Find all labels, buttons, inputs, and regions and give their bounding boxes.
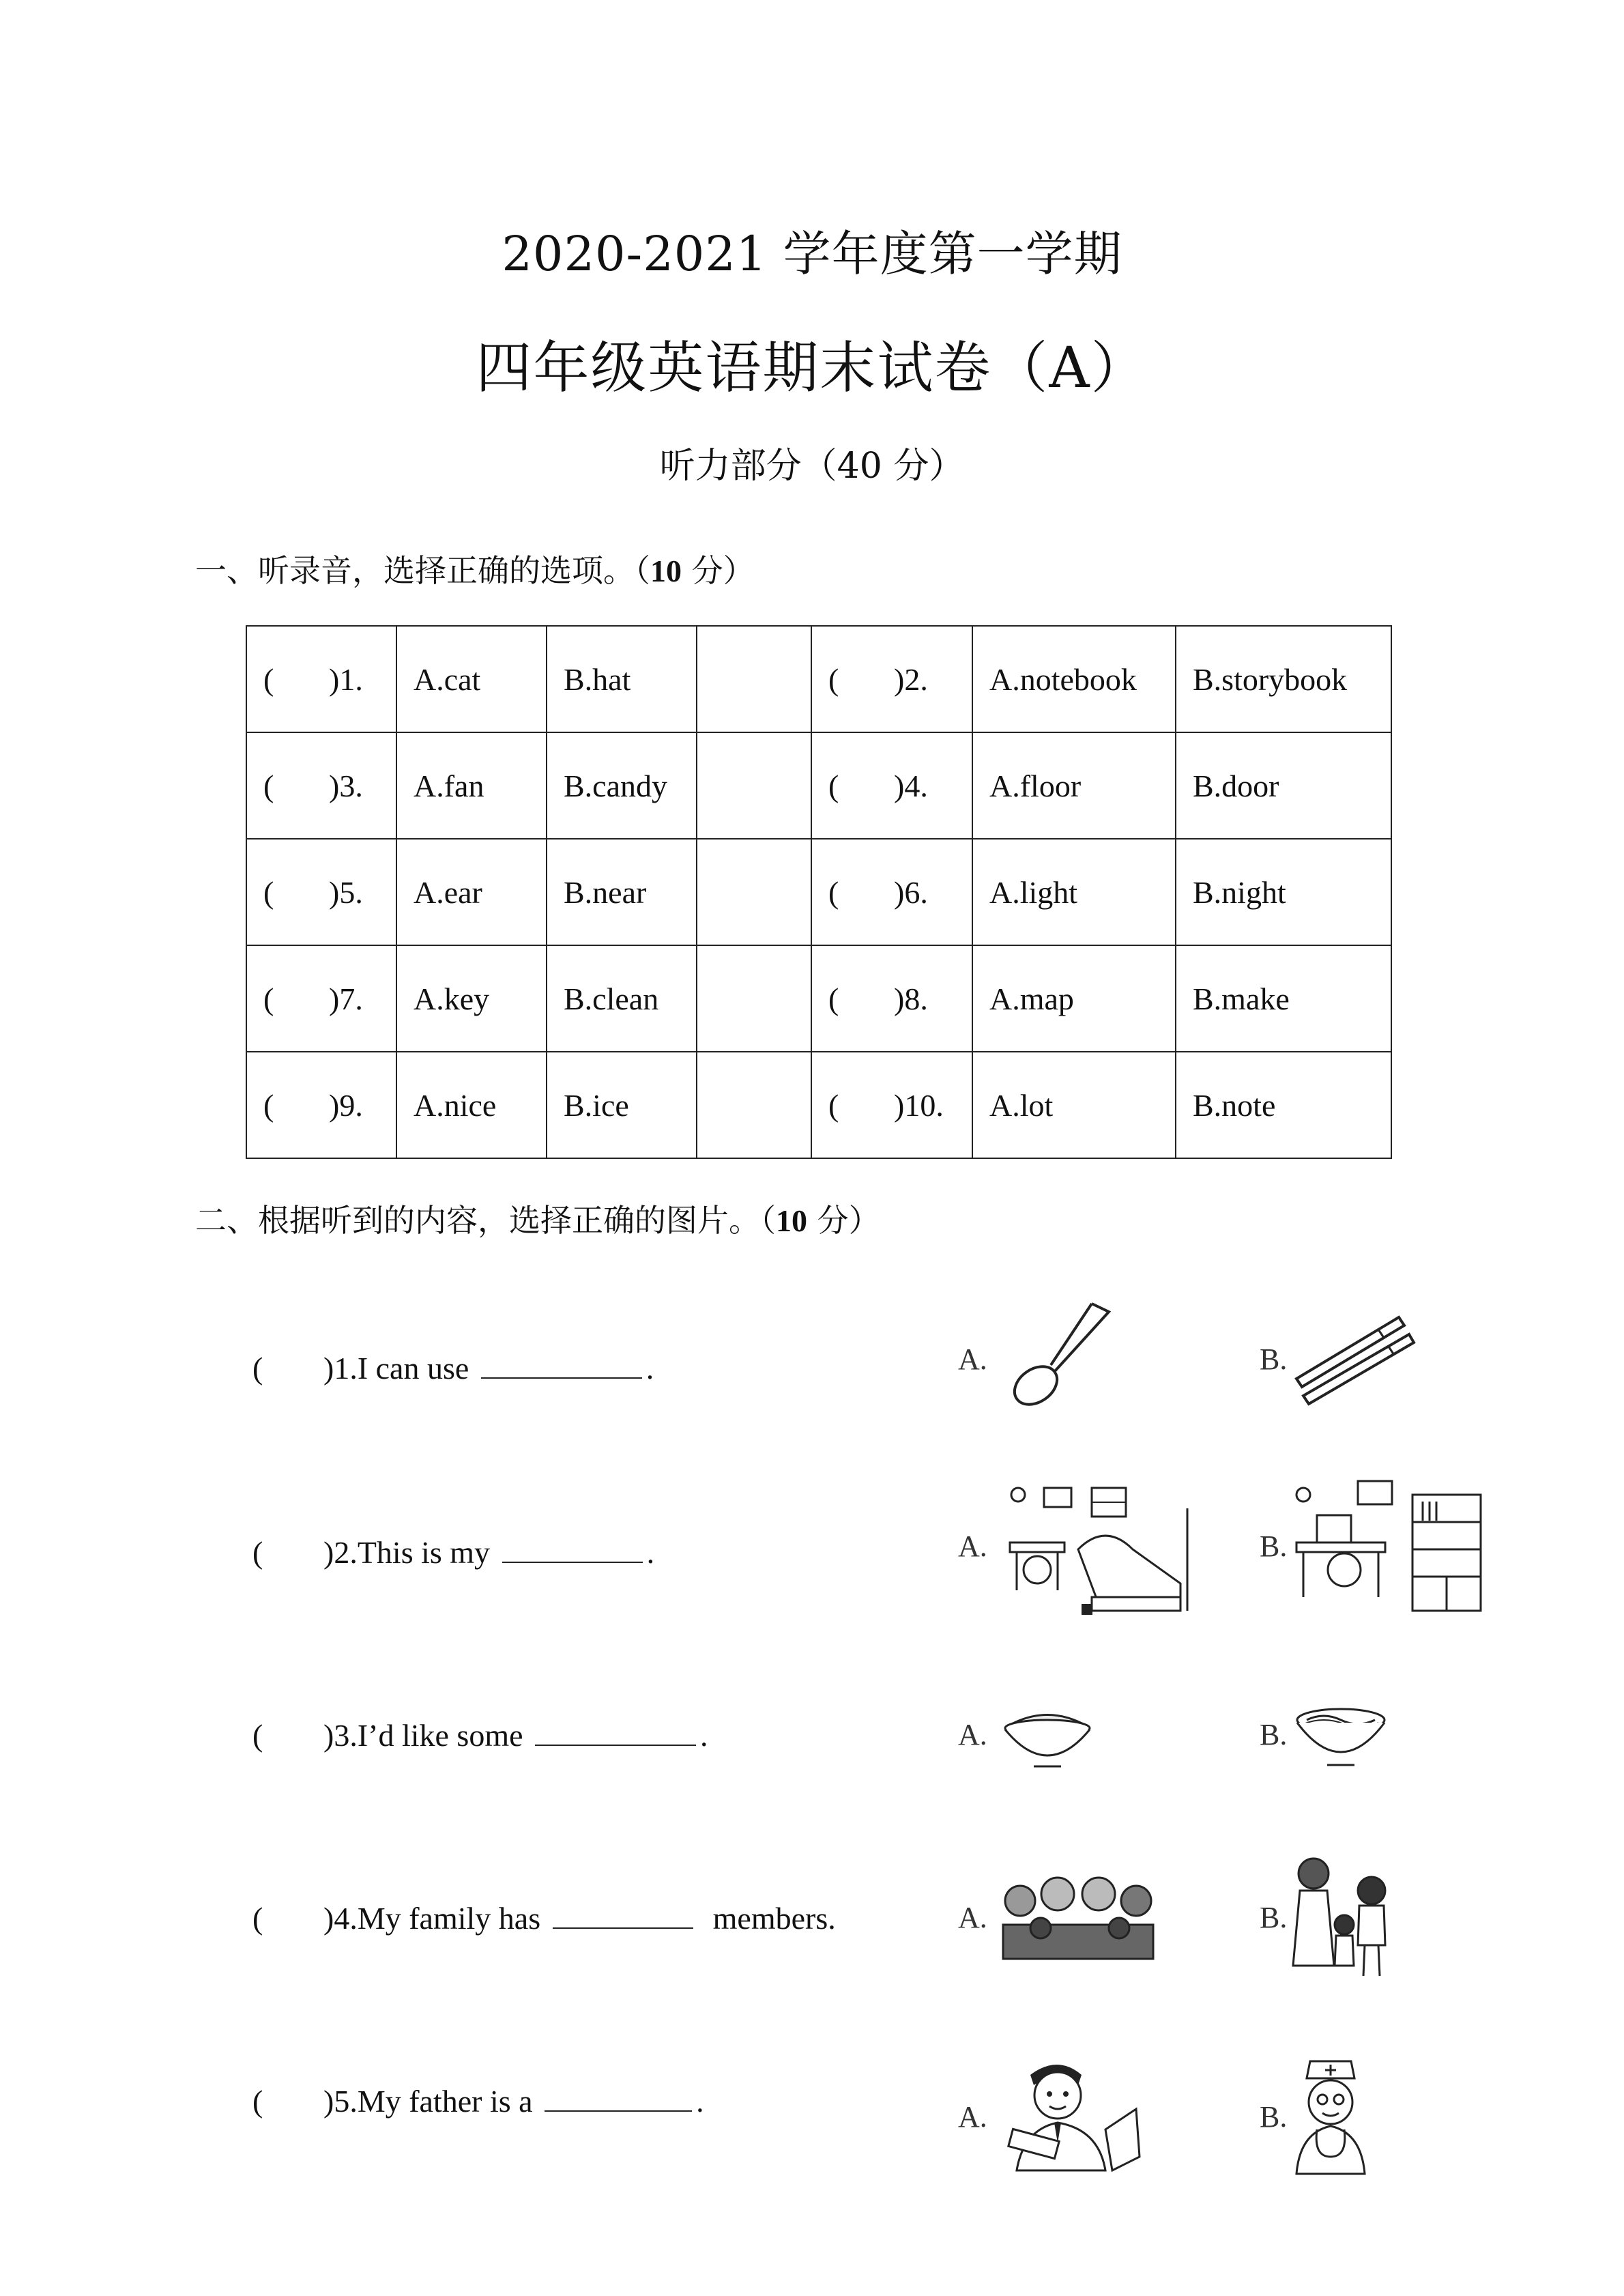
- answer-blank[interactable]: [545, 2083, 692, 2112]
- item-number-cell[interactable]: [246, 732, 396, 839]
- option-a-label: A.: [958, 2100, 987, 2134]
- rice-bowl-icon[interactable]: [996, 1699, 1099, 1775]
- table-row: [246, 1052, 1391, 1158]
- chopsticks-icon[interactable]: [1283, 1304, 1419, 1406]
- table-row: [246, 945, 1391, 1052]
- option-b-label: B.: [1260, 1901, 1288, 1934]
- option-b-cell: B.clean: [547, 945, 697, 1052]
- option-b-cell: B.storybook: [1176, 626, 1391, 732]
- item-number: )2.: [894, 661, 928, 697]
- option-a-cell: A.map: [972, 945, 1176, 1052]
- item-number-cell[interactable]: [811, 1052, 972, 1158]
- item-number-cell[interactable]: [811, 626, 972, 732]
- option-a-cell: A.notebook: [972, 626, 1176, 732]
- item-number-cell[interactable]: [811, 732, 972, 839]
- answer-paren[interactable]: (: [263, 874, 274, 910]
- small-family-icon[interactable]: [1283, 1850, 1406, 1986]
- item-number: )5.: [329, 874, 363, 910]
- answer-paren[interactable]: (: [828, 874, 839, 910]
- noodles-bowl-icon[interactable]: [1290, 1699, 1392, 1775]
- item-number-cell[interactable]: [811, 945, 972, 1052]
- option-a-cell: A.key: [396, 945, 547, 1052]
- answer-paren[interactable]: (: [263, 981, 274, 1016]
- option-b-cell: B.make: [1176, 945, 1391, 1052]
- option-a-cell: A.nice: [396, 1052, 547, 1158]
- item-number: )9.: [329, 1087, 363, 1123]
- exam-title: 四年级英语期末试卷（A）: [476, 336, 1148, 401]
- item-number: )8.: [894, 981, 928, 1016]
- section2-points: 10: [776, 1203, 807, 1238]
- item-number-cell[interactable]: [811, 839, 972, 945]
- option-b-label: B.: [1260, 1343, 1288, 1376]
- item-number-cell[interactable]: [246, 839, 396, 945]
- spacer-cell: [697, 839, 811, 945]
- option-b-cell: B.hat: [547, 626, 697, 732]
- answer-blank[interactable]: [502, 1534, 643, 1563]
- table-row: [246, 626, 1391, 732]
- option-a-label: A.: [958, 1343, 987, 1376]
- option-a-label: A.: [958, 1901, 987, 1934]
- option-b-cell: B.ice: [547, 1052, 697, 1158]
- option-b-cell: B.note: [1176, 1052, 1391, 1158]
- option-b-cell: B.candy: [547, 732, 697, 839]
- answer-paren[interactable]: (: [828, 1087, 839, 1123]
- table-row: [246, 732, 1391, 839]
- businessman-icon[interactable]: [989, 2054, 1146, 2177]
- answer-paren[interactable]: (: [828, 768, 839, 803]
- part-title: 听力部分（40 分）: [659, 446, 965, 487]
- option-a-cell: A.lot: [972, 1052, 1176, 1158]
- option-b-label: B.: [1260, 2100, 1288, 2134]
- question-3: ( )3.I’d like some .: [252, 1718, 708, 1753]
- answer-paren[interactable]: (: [828, 661, 839, 697]
- section1-title: 一、听录音，选择正确的选项。（10 分）: [195, 552, 755, 589]
- item-number-cell[interactable]: [246, 945, 396, 1052]
- section2-title: 二、根据听到的内容，选择正确的图片。（10 分）: [195, 1202, 880, 1239]
- bedroom-icon[interactable]: [1003, 1467, 1194, 1624]
- option-a-cell: A.floor: [972, 732, 1176, 839]
- answer-paren[interactable]: (: [263, 661, 274, 697]
- option-a-cell: A.ear: [396, 839, 547, 945]
- question-2: ( )2.This is my .: [252, 1535, 655, 1570]
- spacer-cell: [697, 732, 811, 839]
- item-number: )3.: [329, 768, 363, 803]
- item-number-cell[interactable]: [246, 626, 396, 732]
- answer-paren[interactable]: (: [828, 981, 839, 1016]
- option-b-label: B.: [1260, 1530, 1288, 1563]
- question-5: ( )5.My father is a .: [252, 2084, 704, 2119]
- spoon-icon[interactable]: [989, 1297, 1126, 1420]
- listening-choice-table: [246, 625, 1392, 1159]
- answer-blank[interactable]: [553, 1900, 693, 1929]
- option-b-label: B.: [1260, 1718, 1288, 1751]
- item-number-cell[interactable]: [246, 1052, 396, 1158]
- item-number: )4.: [894, 768, 928, 803]
- option-a-label: A.: [958, 1530, 987, 1563]
- item-number: )6.: [894, 874, 928, 910]
- section1-points: 10: [650, 554, 682, 588]
- option-b-cell: B.door: [1176, 732, 1391, 839]
- item-number: )10.: [894, 1087, 944, 1123]
- spacer-cell: [697, 945, 811, 1052]
- answer-blank[interactable]: [481, 1350, 642, 1379]
- answer-blank[interactable]: [535, 1717, 696, 1746]
- item-number: )7.: [329, 981, 363, 1016]
- question-1: ( )1.I can use .: [252, 1351, 654, 1386]
- option-a-label: A.: [958, 1718, 987, 1751]
- doctor-icon[interactable]: [1283, 2054, 1378, 2177]
- question-4: ( )4.My family has members.: [252, 1901, 836, 1936]
- option-a-cell: A.cat: [396, 626, 547, 732]
- year-heading: 2020-2021 学年度第一学期: [502, 226, 1122, 282]
- option-b-cell: B.night: [1176, 839, 1391, 945]
- study-room-icon[interactable]: [1290, 1467, 1488, 1624]
- table-row: [246, 839, 1391, 945]
- spacer-cell: [697, 1052, 811, 1158]
- spacer-cell: [697, 626, 811, 732]
- option-a-cell: A.light: [972, 839, 1176, 945]
- option-b-cell: B.near: [547, 839, 697, 945]
- answer-paren[interactable]: (: [263, 768, 274, 803]
- option-a-cell: A.fan: [396, 732, 547, 839]
- big-family-icon[interactable]: [989, 1863, 1167, 1966]
- answer-paren[interactable]: (: [263, 1087, 274, 1123]
- item-number: )1.: [329, 661, 363, 697]
